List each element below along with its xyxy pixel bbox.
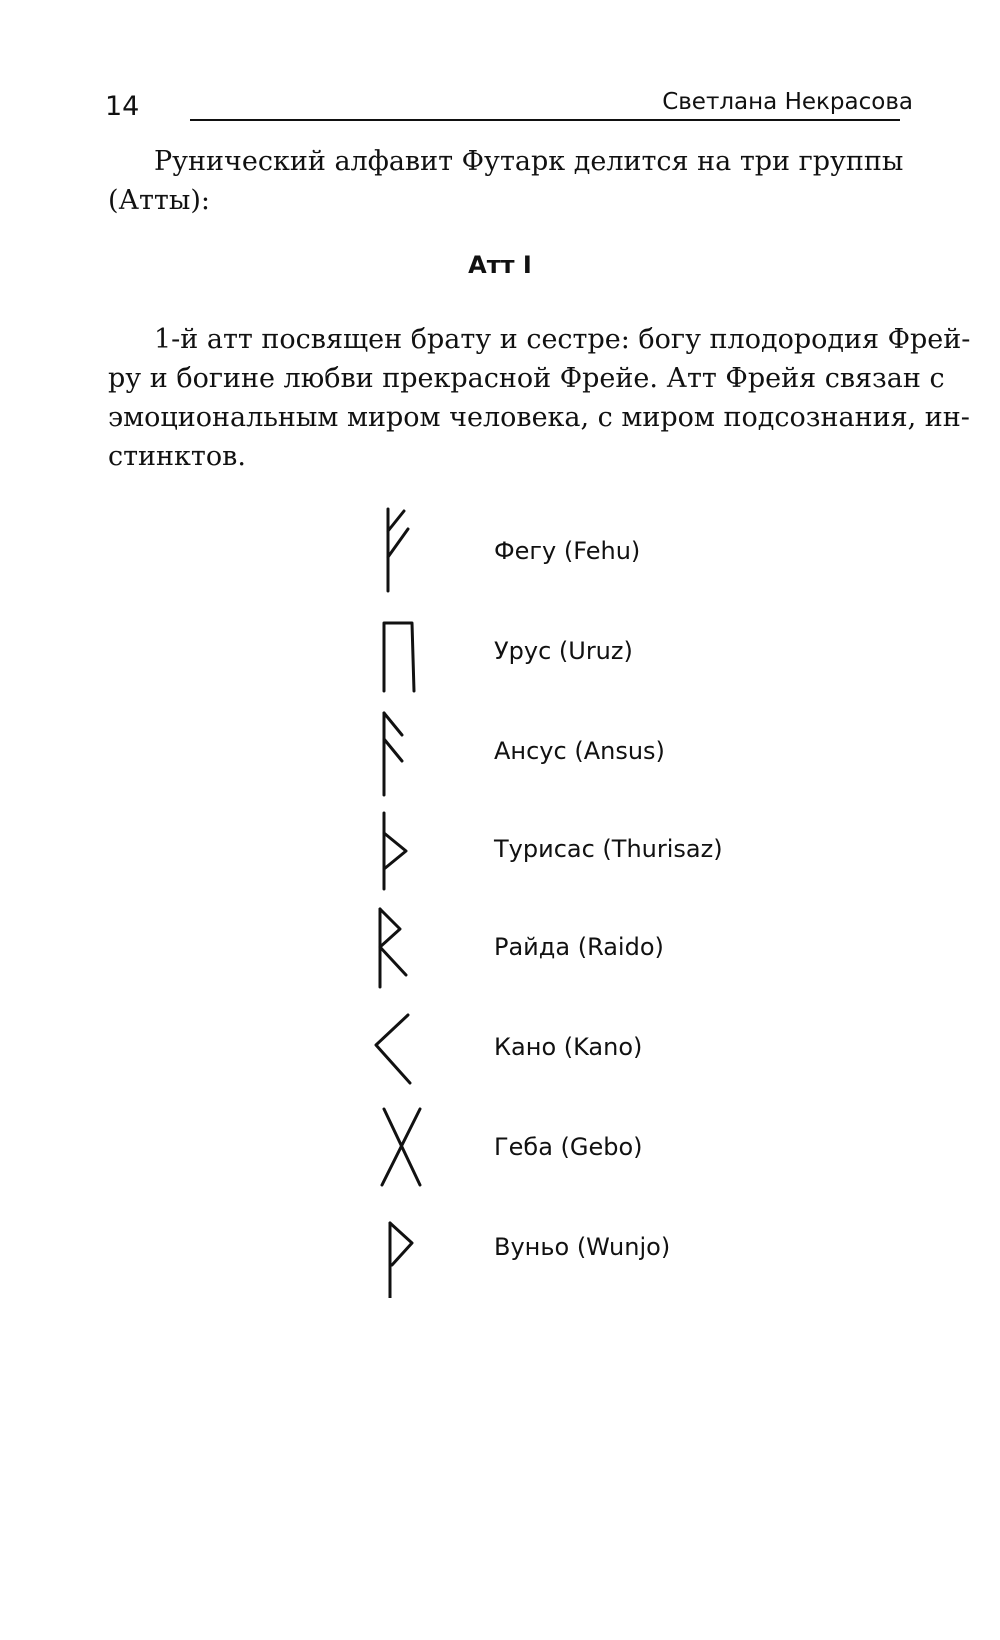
- fehu-rune-icon: [370, 507, 430, 602]
- rune-row-uruz: [370, 607, 830, 702]
- rune-row-raido: [370, 903, 830, 998]
- uruz-rune-icon: [370, 607, 430, 702]
- section-line: стинктов.: [108, 441, 246, 472]
- rune-row-kano: [370, 1003, 830, 1098]
- rune-row-fehu: [370, 507, 830, 602]
- gebo-rune-icon: [370, 1103, 430, 1198]
- rune-label: Ансус (Ansus): [494, 737, 665, 765]
- page-number: 14: [105, 91, 140, 122]
- rune-row-ansuz: [370, 707, 830, 802]
- rune-label: Геба (Gebo): [494, 1133, 643, 1161]
- thurisaz-rune-icon: [370, 805, 430, 900]
- section-line: ру и богине любви прекрасной Фрейе. Атт Фрейя связан с: [108, 363, 945, 394]
- ansuz-rune-icon: [370, 707, 430, 802]
- section-heading: Атт I: [468, 251, 532, 279]
- rune-row-wunjo: [370, 1203, 830, 1298]
- raido-rune-icon: [370, 903, 430, 998]
- intro-line: Рунический алфавит Футарк делится на три группы: [154, 146, 904, 177]
- rune-row-gebo: [370, 1103, 830, 1198]
- intro-line: (Атты):: [108, 185, 210, 216]
- rune-label: Фегу (Fehu): [494, 537, 641, 565]
- rune-row-thurisaz: [370, 805, 830, 900]
- rune-label: Турисас (Thurisaz): [494, 835, 723, 863]
- rune-label: Кано (Kano): [494, 1033, 643, 1061]
- running-head: Светлана Некрасова: [662, 89, 913, 115]
- rune-label: Вуньо (Wunjo): [494, 1233, 671, 1261]
- section-line: 1-й атт посвящен брату и сестре: богу плодородия Фрей-: [154, 324, 971, 355]
- wunjo-rune-icon: [370, 1203, 430, 1298]
- rune-label: Райда (Raido): [494, 933, 664, 961]
- rune-label: Урус (Uruz): [494, 637, 633, 665]
- section-line: эмоциональным миром человека, с миром подсознания, ин-: [108, 402, 970, 433]
- kano-rune-icon: [370, 1003, 430, 1098]
